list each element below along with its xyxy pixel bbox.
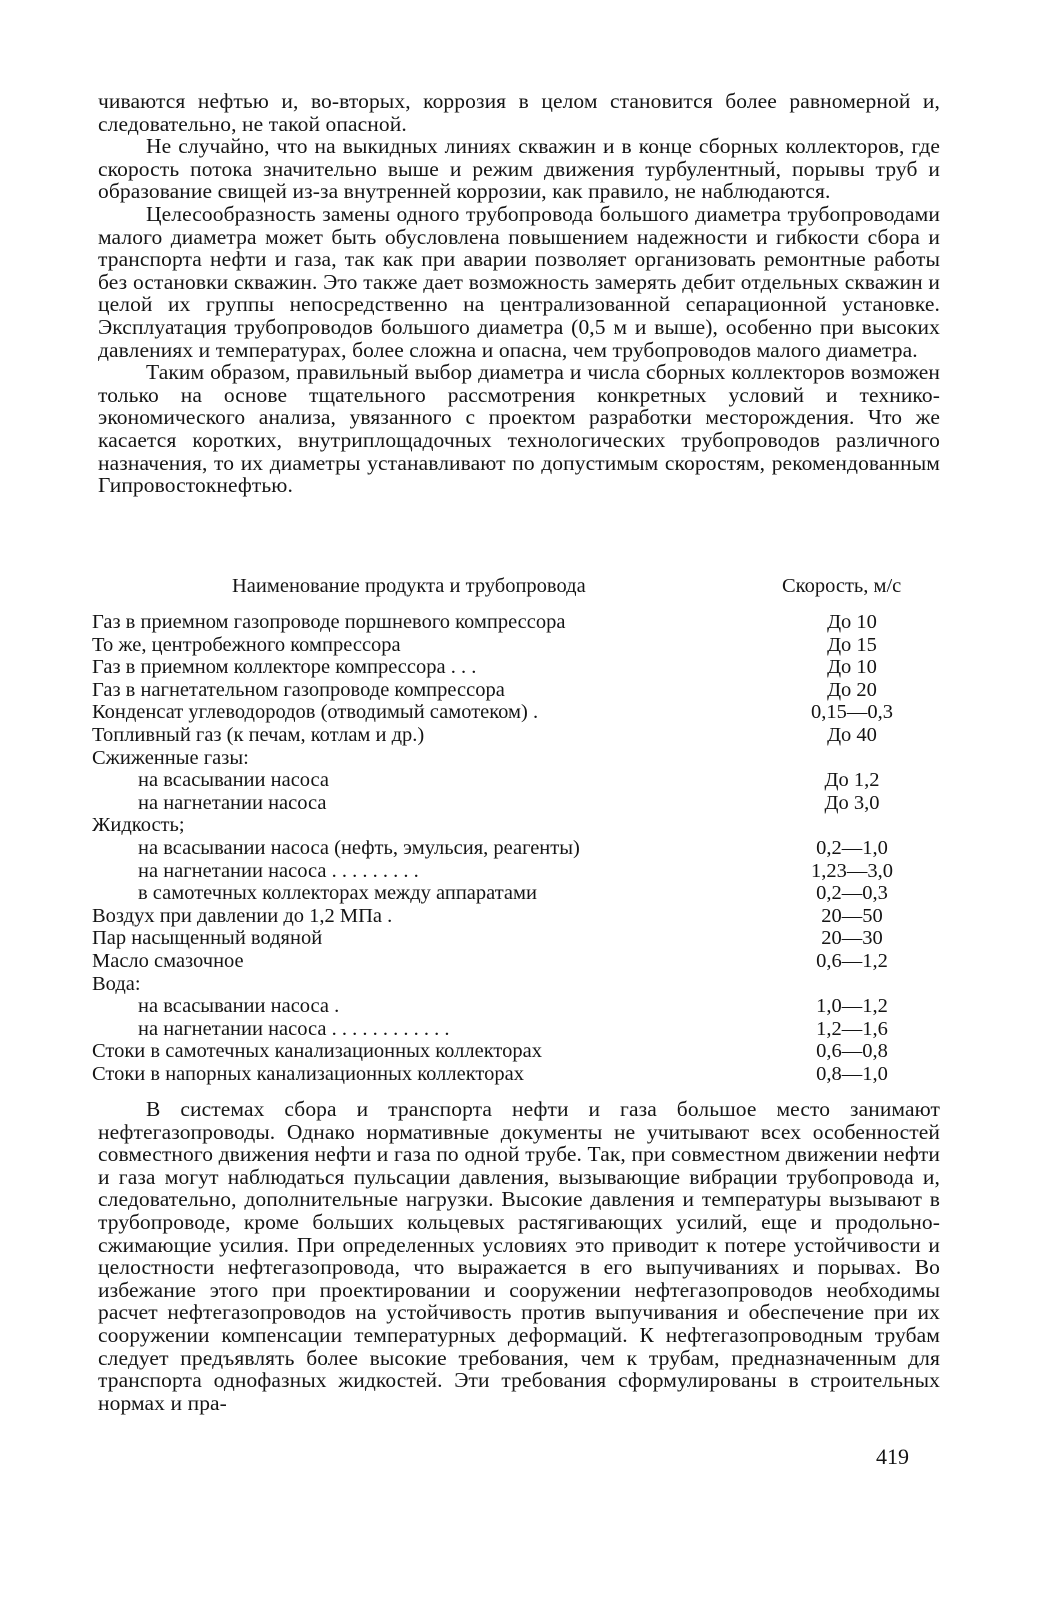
table-row	[92, 905, 942, 928]
column-header-name: Наименование продукта и трубопровода	[232, 575, 586, 597]
row-name: Масло смазочное	[92, 949, 244, 972]
table-row	[92, 634, 942, 657]
paragraph: чиваются нефтью и, во-вторых, коррозия в целом становится более равномерной и, следовательно, не такой опасной.	[98, 89, 940, 136]
row-name: То же, центробежного компрессора	[92, 633, 401, 656]
table-row	[92, 1063, 942, 1086]
row-name: Вода:	[92, 972, 141, 995]
table-row	[92, 973, 942, 996]
table-row	[92, 950, 942, 973]
row-speed: До 10	[827, 611, 877, 633]
table-row	[92, 1040, 942, 1063]
table-body	[92, 611, 942, 1085]
row-speed: 0,6—0,8	[816, 1040, 888, 1063]
row-speed: До 3,0	[824, 791, 880, 814]
row-speed: До 15	[827, 633, 877, 656]
table-row	[92, 837, 942, 860]
row-speed: До 40	[827, 723, 877, 746]
table-header	[92, 575, 942, 611]
table-row	[92, 701, 942, 724]
row-name: Газ в приемном газопроводе поршневого компрессора	[92, 611, 566, 633]
bottom-text-block	[98, 1098, 940, 1414]
row-name: на всасывании насоса (нефть, эмульсия, реагенты)	[138, 836, 580, 859]
row-name: на нагнетании насоса . . . . . . . . . . . .	[138, 1017, 450, 1040]
row-name: Конденсат углеводородов (отводимый самотеком) .	[92, 701, 539, 724]
row-name: Газ в приемном коллекторе компрессора . . .	[92, 656, 477, 679]
row-name: Топливный газ (к печам, котлам и др.)	[92, 723, 425, 746]
paragraph: Не случайно, что на выкидных линиях скважин и в конце сборных коллекторов, где скорость потока значительно выше и режим движения турбулентный, порывы труб и образование свищей из-за внутренней коррозии, как правило, не наблюдаются.	[98, 134, 940, 204]
row-name: на всасывании насоса	[138, 769, 329, 792]
page-number: 419	[876, 1444, 909, 1469]
row-speed: 0,2—0,3	[816, 882, 888, 905]
row-speed: 20—50	[821, 904, 883, 927]
table-row	[92, 747, 942, 770]
row-name: на всасывании насоса .	[138, 995, 340, 1018]
row-speed: 0,15—0,3	[811, 701, 893, 724]
table-row	[92, 792, 942, 815]
table-row	[92, 882, 942, 905]
speed-table	[92, 575, 942, 1085]
table-row	[92, 611, 942, 634]
table-row	[92, 927, 942, 950]
table-row	[92, 724, 942, 747]
row-name: Пар насыщенный водяной	[92, 927, 323, 950]
row-speed: До 1,2	[824, 769, 880, 792]
table-row	[92, 860, 942, 883]
row-speed: 0,2—1,0	[816, 836, 888, 859]
row-name: Жидкость;	[92, 814, 185, 837]
paragraph: Таким образом, правильный выбор диаметра и числа сборных коллекторов возможен только на основе тщательного рассмотрения конкретных условий и технико-экономического анализа, увязанного с проектом разработки месторождения. Что же касается коротких, внутриплощадочных технологических трубопроводов различного назначения, то их диаметры устанавливают по допустимым скоростям, рекомендованным Гипровостокнефтью.	[98, 360, 940, 498]
table-row	[92, 656, 942, 679]
row-name: на нагнетании насоса	[138, 791, 327, 814]
row-speed: 0,8—1,0	[816, 1062, 888, 1085]
row-speed: До 20	[827, 678, 877, 701]
paragraph: Целесообразность замены одного трубопровода большого диаметра трубопроводами малого диаметра может быть обусловлена повышением надежности и гибкости сбора и транспорта нефти и газа, так как при аварии позволяет организовать ремонтные работы без остановки скважин. Это также дает возможность замерять дебит отдельных скважин и целой их группы непосредственно на централизованной сепарационной установке. Эксплуатация трубопроводов большого диаметра (0,5 м и выше), особенно при высоких давлениях и температурах, более сложна и опасна, чем трубопроводов малого диаметра.	[98, 201, 940, 362]
row-name: Стоки в напорных канализационных коллекторах	[92, 1062, 524, 1085]
row-name: в самотечных коллекторах между аппаратами	[138, 882, 537, 905]
row-speed: 1,23—3,0	[811, 859, 893, 882]
table-row	[92, 769, 942, 792]
table-row	[92, 995, 942, 1018]
row-name: на нагнетании насоса . . . . . . . . .	[138, 859, 419, 882]
paragraph: В системах сбора и транспорта нефти и газа большое место занимают нефтегазопроводы. Однако нормативные документы не учитывают всех особенностей совместного движения нефти и газа по одной трубе. Так, при совместном движении нефти и газа могут наблюдаться пульсации давления, вызывающие вибрации трубопровода и, следовательно, дополнительные нагрузки. Высокие давления и температуры вызывают в трубопроводе, кроме больших кольцевых растягивающих усилий, еще и продольно-сжимающие усилия. При определенных условиях это приводит к потере устойчивости и целостности нефтегазопровода, что выражается в его выпучиваниях и порывах. Во избежание этого при проектировании и сооружении нефтегазопроводов необходимы расчет нефтегазопроводов на устойчивость против выпучивания и обеспечение при их сооружении компенсации температурных деформаций. К нефтегазопроводным трубам следует предъявлять более высокие требования, чем к трубам, предназначенным для транспорта однофазных жидкостей. Эти требования сформулированы в строительных нормах и пра-	[98, 1097, 940, 1415]
row-speed: До 10	[827, 656, 877, 679]
top-text-block	[98, 90, 940, 497]
row-name: Сжиженные газы:	[92, 746, 249, 769]
row-name: Газ в нагнетательном газопроводе компрессора	[92, 678, 505, 701]
column-header-speed: Скорость, м/с	[782, 575, 902, 597]
row-speed: 1,0—1,2	[816, 995, 888, 1018]
row-name: Воздух при давлении до 1,2 МПа .	[92, 904, 393, 927]
row-speed: 0,6—1,2	[816, 949, 888, 972]
row-name: Стоки в самотечных канализационных коллекторах	[92, 1040, 542, 1063]
table-row	[92, 1018, 942, 1041]
row-speed: 20—30	[821, 927, 883, 950]
table-row	[92, 679, 942, 702]
table-row	[92, 814, 942, 837]
row-speed: 1,2—1,6	[816, 1017, 888, 1040]
